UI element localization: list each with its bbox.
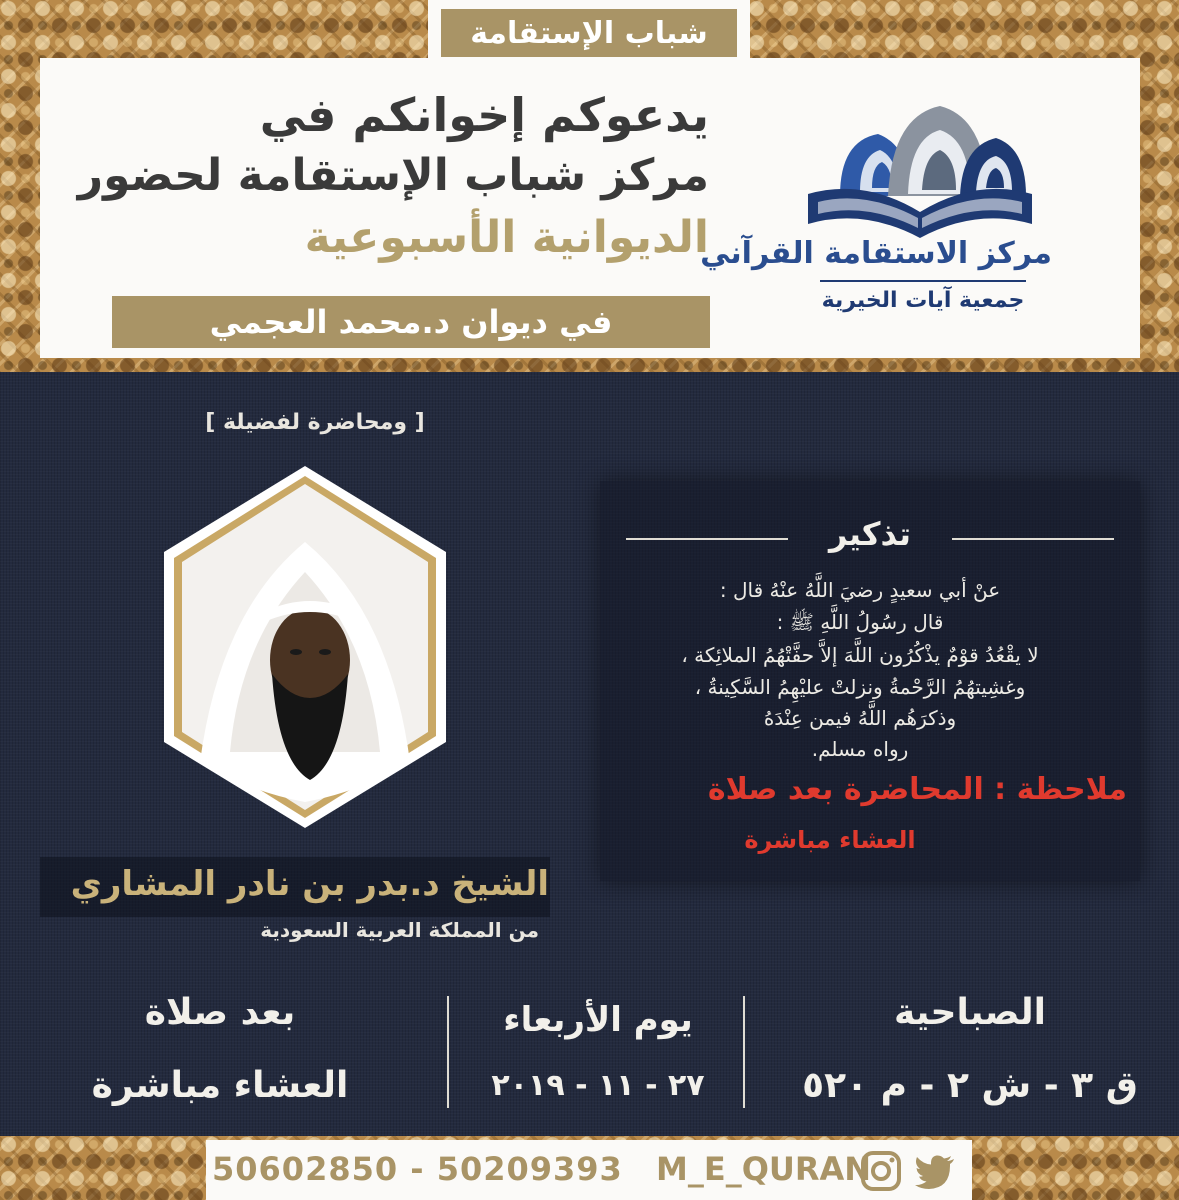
hadith-source: رواه مسلم. <box>811 737 909 761</box>
logo-divider <box>820 280 1026 282</box>
event-date: ٢٧ - ١١ - ٢٠١٩ <box>491 1068 705 1103</box>
reminder-title: تذكير <box>828 515 912 553</box>
reminder-rule-right <box>952 538 1114 540</box>
location-area: الصباحية <box>893 992 1046 1033</box>
speaker-origin: من المملكة العربية السعودية <box>260 918 539 942</box>
hadith-line: قال رسُولُ اللَّهِ ﷺ : <box>776 610 944 634</box>
lecture-label: [ ومحاضرة لفضيلة ] <box>205 410 425 435</box>
event-time-line-2: العشاء مباشرة <box>91 1065 349 1106</box>
logo-subtitle: جمعية آيات الخيرية <box>821 288 1025 313</box>
details-divider <box>447 996 449 1108</box>
speaker-photo <box>160 462 450 832</box>
reminder-rule-left <box>626 538 788 540</box>
note-text: ملاحظة : المحاضرة بعد صلاة <box>707 772 1127 807</box>
logo-name: مركز الاستقامة القرآني <box>700 236 1052 271</box>
social-handle: M_E_QURAN <box>656 1150 872 1188</box>
phone-numbers: 50602850 - 50209393 <box>212 1150 623 1188</box>
hadith-line: لا يقْعُدُ قوْمٌ يذْكُرُون اللَّهَ إلاَّ حفَّتْهُمُ الملائِكة ، <box>681 643 1039 667</box>
note-text-line-2: العشاء مباشرة <box>744 826 916 854</box>
event-day: يوم الأربعاء <box>503 1000 693 1040</box>
hadith-line: وذكرَهُم اللَّهُ فيمن عِنْدَهُ <box>763 706 957 730</box>
location-address: ق ٣ - ش ٢ - م ٥٢٠ <box>802 1065 1138 1106</box>
invitation-line-3: الديوانية الأسبوعية <box>304 212 709 263</box>
venue-bar: في ديوان د.محمد العجمي <box>112 296 710 348</box>
header-tab <box>428 0 750 66</box>
instagram-icon <box>858 1148 904 1194</box>
speaker-name: الشيخ د.بدر بن نادر المشاري <box>70 864 549 904</box>
invitation-line-2: مركز شباب الإستقامة لحضور <box>77 150 709 201</box>
invitation-line-1: يدعوكم إخوانكم في <box>259 88 709 142</box>
event-time-line-1: بعد صلاة <box>144 992 296 1033</box>
twitter-icon <box>912 1148 958 1194</box>
hadith-line: عنْ أبي سعيدٍ رضيَ اللَّهُ عنْهُ قال : <box>719 578 1001 602</box>
hadith-line: وغشِيتهُمُ الرَّحْمةُ ونزلتْ عليْهِمُ السَّكِينةُ ، <box>694 675 1026 699</box>
header-tab-title: شباب الإستقامة <box>441 9 737 57</box>
